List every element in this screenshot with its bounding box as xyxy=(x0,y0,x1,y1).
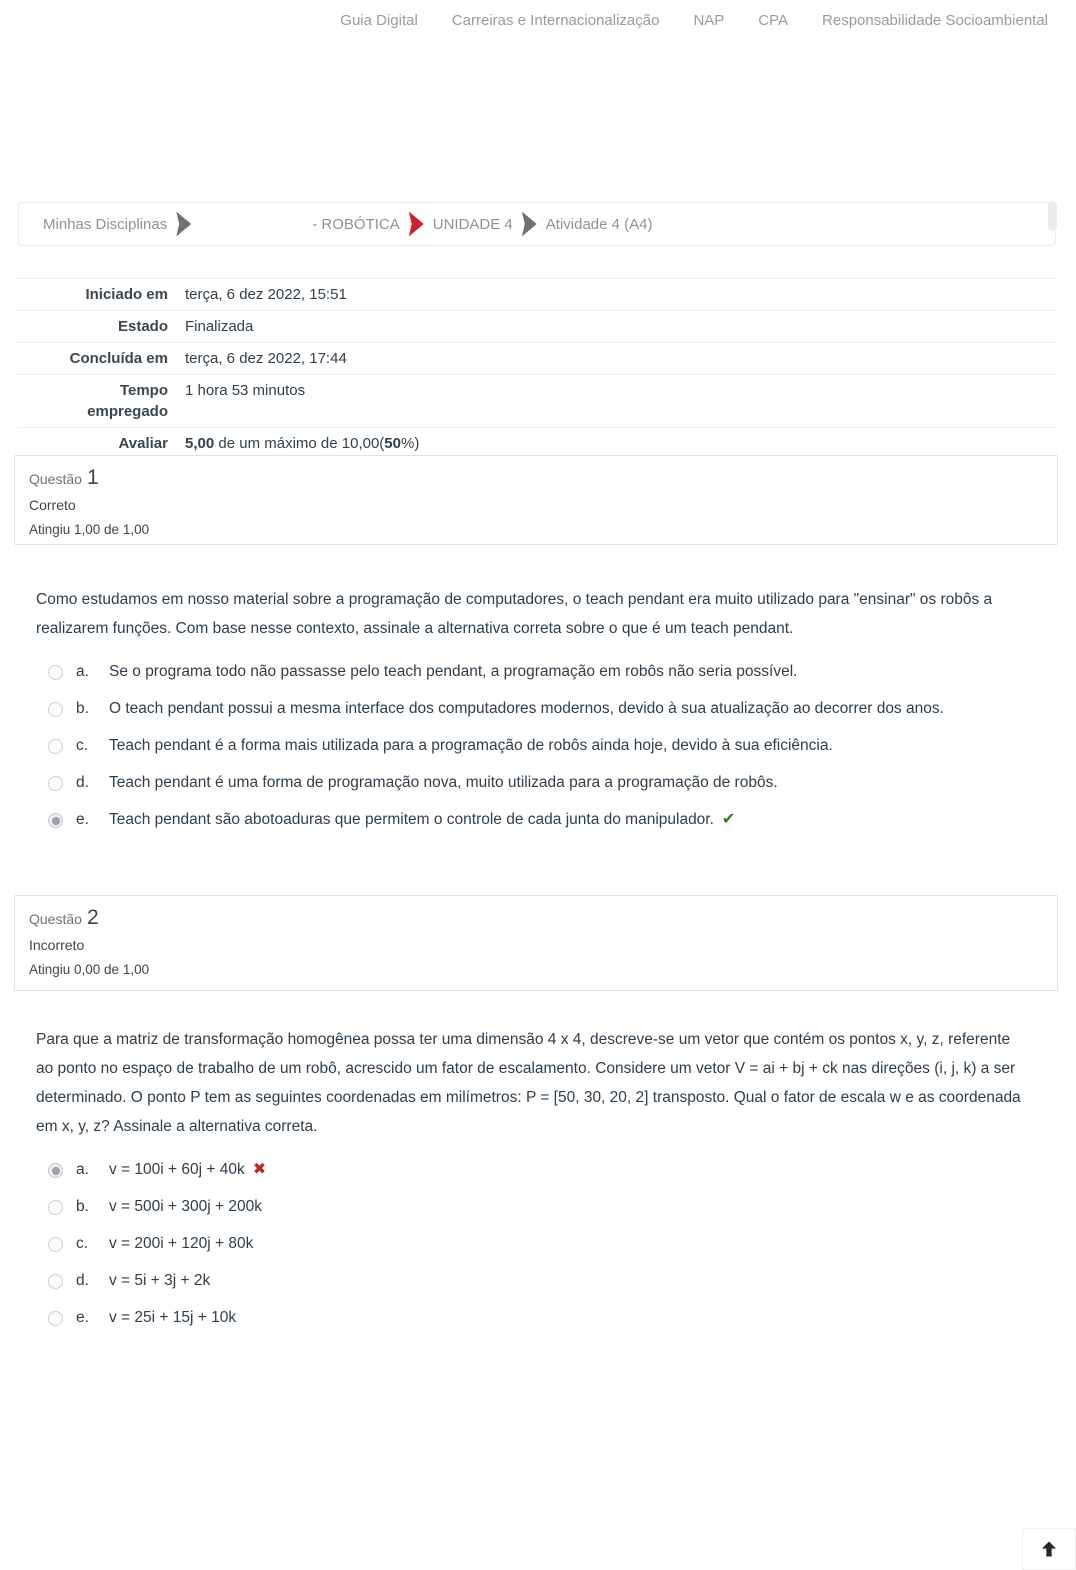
summary-row xyxy=(18,310,1058,342)
option-text: Teach pendant é uma forma de programação nova, muito utilizada para a programação de robôs. xyxy=(109,774,778,791)
option-text: v = 200i + 120j + 80k xyxy=(109,1235,254,1252)
question-grade: Atingiu 0,00 de 1,00 xyxy=(29,962,150,977)
summary-row-label-text: Avaliar xyxy=(118,435,168,452)
radio-button[interactable] xyxy=(48,1274,63,1289)
wrong-cross-icon: ✖ xyxy=(252,1161,267,1178)
breadcrumb-item[interactable]: UNIDADE 4 xyxy=(432,215,513,233)
question-2-info-box xyxy=(14,895,1058,991)
answer-option xyxy=(48,658,1030,686)
breadcrumb xyxy=(18,202,1056,246)
chevron-right-icon xyxy=(522,212,537,237)
summary-row-label xyxy=(18,284,168,305)
radio-button[interactable] xyxy=(48,1163,63,1178)
summary-row-label xyxy=(18,316,168,337)
answer-option xyxy=(48,695,1030,723)
option-letter: b. xyxy=(76,1198,89,1215)
option-letter: c. xyxy=(76,737,89,754)
scroll-to-top-button[interactable] xyxy=(1022,1528,1076,1570)
arrow-up-icon xyxy=(1039,1539,1059,1559)
answer-option xyxy=(48,1230,1030,1258)
option-letter: a. xyxy=(76,1161,89,1178)
option-text: v = 25i + 15j + 10k xyxy=(109,1309,237,1326)
radio-button[interactable] xyxy=(48,1237,63,1252)
option-letter: d. xyxy=(76,774,89,791)
option-letter: a. xyxy=(76,663,89,680)
radio-button[interactable] xyxy=(48,1200,63,1215)
option-text: Se o programa todo não passasse pelo teach pendant, a programação em robôs não seria possível. xyxy=(109,663,798,680)
summary-row-value: 1 hora 53 minutos xyxy=(185,382,306,399)
answer-options xyxy=(48,658,1030,834)
question-title xyxy=(29,466,1043,490)
answer-option xyxy=(48,806,1030,834)
summary-row-label-text: Estado xyxy=(117,318,168,335)
breadcrumb-item[interactable]: - ROBÓTICA xyxy=(312,215,400,233)
summary-row-label-text: Concluída em xyxy=(69,350,168,367)
breadcrumb-item[interactable]: Atividade 4 (A4) xyxy=(545,215,653,233)
correct-check-icon: ✔ xyxy=(721,811,736,828)
option-text: Teach pendant é a forma mais utilizada para a programação de robôs ainda hoje, devido à sua eficiência. xyxy=(109,737,833,754)
option-letter: c. xyxy=(76,1235,89,1252)
option-text: v = 500i + 300j + 200k xyxy=(109,1198,262,1215)
option-text: Teach pendant são abotoaduras que permitem o controle de cada junta do manipulador. xyxy=(109,811,714,828)
question-grade: Atingiu 1,00 de 1,00 xyxy=(29,522,150,537)
summary-value-part: 50 xyxy=(384,435,401,452)
nav-item[interactable]: Carreiras e Internacionalização xyxy=(451,12,660,29)
answer-option xyxy=(48,1267,1030,1295)
summary-value-part: 5,00 xyxy=(185,435,215,452)
option-text: v = 5i + 3j + 2k xyxy=(109,1272,211,1289)
question-1-info-box xyxy=(14,455,1058,545)
question-label: Questão xyxy=(29,911,82,927)
nav-item[interactable]: CPA xyxy=(758,12,789,29)
option-letter: e. xyxy=(76,1309,89,1326)
summary-row xyxy=(18,342,1058,374)
answer-option xyxy=(48,1304,1030,1332)
attempt-summary-table xyxy=(18,278,1058,459)
summary-row-label xyxy=(18,348,168,369)
summary-row-label-text: Tempo empregado xyxy=(87,382,168,420)
option-letter: d. xyxy=(76,1272,89,1289)
summary-row xyxy=(18,374,1058,427)
answer-option xyxy=(48,1156,1030,1184)
summary-row-value: terça, 6 dez 2022, 15:51 xyxy=(185,286,347,303)
radio-button[interactable] xyxy=(48,702,63,717)
chevron-right-icon xyxy=(409,212,424,237)
question-title xyxy=(29,906,1043,930)
question-1-content xyxy=(36,585,1030,843)
question-number: 1 xyxy=(86,466,99,489)
question-label: Questão xyxy=(29,471,82,487)
summary-row xyxy=(18,278,1058,310)
nav-item[interactable]: Guia Digital xyxy=(340,12,418,29)
nav-item[interactable]: Responsabilidade Socioambiental xyxy=(822,12,1048,29)
question-number: 2 xyxy=(86,906,99,929)
chevron-right-icon xyxy=(176,212,191,237)
radio-button[interactable] xyxy=(48,776,63,791)
answer-option xyxy=(48,732,1030,760)
top-nav xyxy=(340,12,1048,29)
summary-row-label xyxy=(18,433,168,454)
question-text: Para que a matriz de transformação homogênea possa ter uma dimensão 4 x 4, descreve-se um vetor que contém os pontos x, y, z, referente ao ponto no espaço de trabalho de um robô, acrescido um fator de escalamento. Considere um vetor V = ai + bj + ck nas direções (i, j, k) a ser determinado. O ponto P tem as seguintes coordenadas em milímetros: P = [50, 30, 20, 2] transposto. Qual o fator de escala w e as coordenada em x, y, z? Assinale a alternativa correta. xyxy=(36,1031,1021,1135)
answer-option xyxy=(48,769,1030,797)
summary-row-value: terça, 6 dez 2022, 17:44 xyxy=(185,350,347,367)
answer-options xyxy=(48,1156,1030,1332)
summary-row-value xyxy=(185,433,419,454)
nav-item[interactable]: NAP xyxy=(693,12,725,29)
option-text: O teach pendant possui a mesma interface dos computadores modernos, devido à sua atualização ao decorrer dos anos. xyxy=(109,700,944,717)
radio-button[interactable] xyxy=(48,813,63,828)
summary-row-label-text: Iniciado em xyxy=(85,286,168,303)
question-state: Incorreto xyxy=(29,937,85,953)
option-text: v = 100i + 60j + 40k xyxy=(109,1161,245,1178)
option-letter: b. xyxy=(76,700,89,717)
scrollbar-thumb[interactable] xyxy=(1048,201,1057,231)
summary-value-part: %) xyxy=(400,435,420,452)
question-2-content xyxy=(36,1025,1030,1341)
answer-option xyxy=(48,1193,1030,1221)
summary-row-label xyxy=(18,380,168,422)
breadcrumb-item[interactable]: Minhas Disciplinas xyxy=(43,215,168,233)
question-state: Correto xyxy=(29,497,76,513)
radio-button[interactable] xyxy=(48,739,63,754)
question-text: Como estudamos em nosso material sobre a programação de computadores, o teach pendant era muito utilizado para "ensinar" os robôs a realizarem funções. Com base nesse contexto, assinale a alternativa correta sobre o que é um teach pendant. xyxy=(36,591,993,637)
radio-button[interactable] xyxy=(48,665,63,680)
summary-row-value: Finalizada xyxy=(185,318,254,335)
option-letter: e. xyxy=(76,811,89,828)
summary-value-part: de um máximo de 10,00( xyxy=(214,435,385,452)
radio-button[interactable] xyxy=(48,1311,63,1326)
